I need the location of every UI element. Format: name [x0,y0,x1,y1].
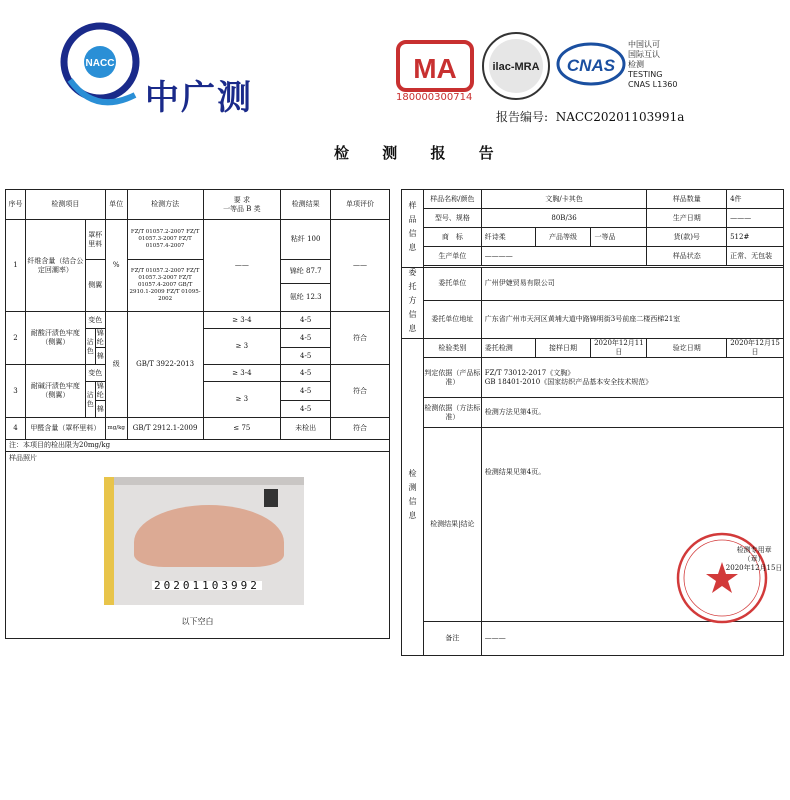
row4-unit: mg/kg [105,418,127,440]
row2-seq: 2 [6,312,26,365]
recv-value: 2020年12月11日 [591,339,647,358]
row1-result1: 粘纤 100 [281,220,331,260]
row3-r1: 4-5 [281,365,331,382]
concl-label: 检测结果|结论 [423,428,481,622]
row2-r1: 4-5 [281,312,331,329]
header-single: 单项评价 [331,190,390,220]
addr-value: 广东省广州市天河区黄埔大道中路锦明街3号前座二楼西梯21室 [481,300,783,338]
brand-label: 商 标 [423,228,481,247]
type-label: 检验类别 [423,339,481,358]
report-title: 检 测 报 告 [334,144,508,162]
row2-r2: 4-5 [281,329,331,348]
fastness-method: GB/T 3922-2013 [127,312,203,418]
row3-sub2b: 棉 [95,401,105,418]
maker-value: ———— [481,247,647,266]
row3-sub1: 变色 [85,365,105,382]
row4-result: 未检出 [281,418,331,440]
result-text: 检测结果见第4页。 [484,468,546,476]
addr-label: 委托单位地址 [423,300,481,338]
recv-label: 接样日期 [535,339,591,358]
date-label: 生产日期 [647,209,727,228]
grade-label: 产品等级 [535,228,591,247]
nacc-logo [55,20,145,110]
row2-sub1: 变色 [85,312,105,329]
row2-req2: ≥ 3 [203,329,281,365]
brand-name: 中广测 [145,78,253,118]
header-method: 检测方法 [127,190,203,220]
header-item: 检测项目 [25,190,105,220]
bra-sample [134,505,284,567]
cnas-logo [556,40,626,88]
ilac-mra-logo [480,30,552,102]
row1-single: —— [331,220,390,312]
below-blank: 以下空白 [181,616,214,626]
official-stamp [672,528,772,628]
cma-number: 180000300714 [396,92,473,103]
state-label: 样品状态 [647,247,727,266]
row1-result2: 锦纶 87.7 [281,260,331,284]
grade-value: 一等品 [591,228,647,247]
row2-item: 耐酸汗渍色牢度（侧翼） [25,312,85,365]
row1-result3: 氨纶 12.3 [281,284,331,312]
row3-seq: 3 [6,365,26,418]
left-test-table [5,189,390,639]
row1-part2: 侧翼 [85,260,105,312]
name-value: 文胸/卡其色 [481,190,647,209]
side-sample: 样品信息 [402,190,424,268]
fastness-unit: 级 [105,312,127,418]
row1-unit: % [105,220,127,312]
row3-r3: 4-5 [281,401,331,418]
header-unit: 单位 [105,190,127,220]
date-value: ——— [727,209,784,228]
qty-value: 4件 [727,190,784,209]
qty-label: 样品数量 [647,190,727,209]
maker-label: 生产单位 [423,247,481,266]
stamp-text: 检测专用章 （章） 2020年12月15日 [725,546,783,572]
row1-item: 纤维含量（结合公定回潮率） [25,220,85,312]
result-cell [481,428,783,622]
svg-text:NACC: NACC [85,58,115,69]
svg-text:MA: MA [413,53,457,84]
side-client: 委托方信息 [402,268,424,339]
report-number: 报告编号: NACC20201103991a [496,110,685,124]
photo-area [6,467,389,637]
row1-seq: 1 [6,220,26,312]
basis-label: 判定依据（产品标准） [423,358,481,398]
row3-sub2a: 锦纶 [96,382,104,399]
cnas-side-text: 中国认可 国际互认 检测 TESTING CNAS L1360 [628,40,678,89]
brand-value: 纤诗柔 [481,228,535,247]
row1-method2: FZ/T 01057.2-2007 FZ/T 01057.3-2007 FZ/T 01057.4-2007 GB/T 2910.1-2009 FZ/T 01095-2002 [127,260,203,312]
model-label: 型号、规格 [423,209,481,228]
svg-text:CNAS: CNAS [566,56,616,75]
remark-label: 备注 [423,622,481,656]
remark-value: ——— [481,622,783,656]
row2-sub2a: 锦纶 [96,329,104,346]
header-requirement: 要 求 一等品 B 类 [203,190,281,220]
right-info-table [401,189,784,656]
header-seq: 序号 [6,190,26,220]
row3-r2: 4-5 [281,382,331,401]
method-value: 检测方法见第4页。 [481,398,783,428]
row2-sub2b: 棉 [95,348,105,365]
row3-sub2: 沾色 [85,382,95,418]
row4-item: 甲醛含量（罩杯里料） [25,418,105,440]
photo-code: 20201103992 [154,578,260,592]
row3-req1: ≥ 3-4 [203,365,281,382]
sku-label: 货(款)号 [647,228,727,247]
sku-value: 512# [727,228,784,247]
photo-title: 样品照片 [6,452,390,466]
row1-req: —— [203,220,281,312]
row2-sub2: 沾色 [85,329,95,365]
row1-part1: 罩杯里料 [85,220,105,260]
ruler-horizontal [114,477,304,485]
row4-method: GB/T 2912.1-2009 [127,418,203,440]
row4-seq: 4 [6,418,26,440]
header-result: 检测结果 [281,190,331,220]
basis-value: FZ/T 73012-2017《文胸》 GB 18401-2010《国家纺织产品基本安全技术规范》 [481,358,783,398]
row4-req: ≤ 75 [203,418,281,440]
sample-tag [264,489,278,507]
cma-logo [396,38,474,96]
row2-single: 符合 [331,312,390,365]
client-value: 广州伊婕贸易有限公司 [481,268,783,301]
svg-text:ilac-MRA: ilac-MRA [492,61,540,73]
note: 注：本项目的检出限为20mg/kg [6,440,390,452]
type-value: 委托检测 [481,339,535,358]
sample-photo [104,477,304,605]
model-value: 80B/36 [481,209,647,228]
state-value: 正常、无包装 [727,247,784,266]
row1-method1: FZ/T 01057.2-2007 FZ/T 01057.3-2007 FZ/T 01057.4-2007 [127,220,203,260]
client-label: 委托单位 [423,268,481,301]
row2-r3: 4-5 [281,348,331,365]
side-test: 检测信息 [402,339,424,656]
row2-req1: ≥ 3-4 [203,312,281,329]
row3-item: 耐碱汗渍色牢度（侧翼） [25,365,85,418]
done-label: 验讫日期 [647,339,727,358]
ruler-vertical [104,477,114,605]
row4-single: 符合 [331,418,390,440]
name-label: 样品名称/颜色 [423,190,481,209]
row3-req2: ≥ 3 [203,382,281,418]
method-label: 检测依据（方法标准） [423,398,481,428]
done-value: 2020年12月15日 [727,339,784,358]
row3-single: 符合 [331,365,390,418]
